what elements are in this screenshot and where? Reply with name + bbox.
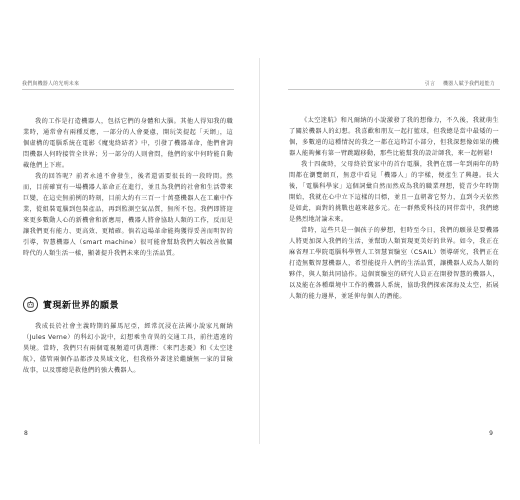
robot-head-icon: [23, 297, 38, 312]
running-header-title: 機器人賦予我們超能力: [442, 81, 495, 87]
body-text-bottom: [23, 321, 233, 376]
running-header: 我們與機器人的光明未來: [22, 81, 80, 87]
section-title: 實現新世界的願景: [43, 301, 120, 311]
page-number: 9: [489, 430, 493, 437]
paragraph: 我的回答呢？前者永遠不會發生，後者還需要很長的一段時間。然而，目前確實有一場機器人革命正在進行，並且為我們的社會和生活帶來巨變，在這史無前例的時刻，目前大約有三百一十萬臺機器人在工廠中作業，從組裝電腦到包裝產品，再到監測空氣品質，無所不包。我們即將迎來更多數動人心的新機會和新應用，機器人將會協助人類的工作，反而是讓我們更有能力、更高效、更精確。倘若這場革命能夠獲得妥善而明智的引導，智慧機器人（smart machine）很可能會幫助我們大幅改善攸關時代的人類生活一樣，顯著提升我們未來的生活品質。: [23, 173, 233, 257]
body-text: [289, 115, 499, 302]
running-header: [425, 80, 495, 87]
header-rule: [288, 89, 500, 90]
paragraph: 我的工作是打造機器人，包括它們的身體和大腦。其他人得知我的職業時，通常會有兩種反應，一部分的人會憂慮，開玩笑提起「天網」，這個虛構的電腦系統在電影《魔鬼終結者》中，引發了機器革命，他們會詢問機器人何時接管全世界；另一部分的人則會問，他們的家中何時能自動載他們上下班。: [23, 118, 233, 169]
paragraph: 我成長於社會主義時期的羅馬尼亞，經常沉浸在法國小說家凡爾納（Jules Verne）的科幻小說中，幻想乘坐奇異的交通工具，前往遙遠的異境。當時，我們只有兩個電視頻道可供選擇：《來門悲憂》和《太空迷航》，儘管兩個作品都涉及異域文化，但我格外著迷於繼續無一家的冒險故事，以及那總是救他們的強大機器人。: [23, 323, 233, 374]
left-page: [12, 61, 241, 441]
body-text-top: [23, 116, 233, 259]
paragraph: 《太空迷航》和凡爾納的小說激發了我的想像力，不久後，我就萌生了關於機器人的幻想。我喜歡和朋友一起打籃球，但我總是當中最矮的一個，多數遠的這種情況的我之一都在這時訂小部分，但我深想像如果的機器人能夠擁有第一臂跳躍移動，那些比能幫我的設計師我，來一起輕鬆!: [289, 117, 499, 157]
paragraph: 我十四歲時，父母終於買家中的首台電腦，我們在那一年到兩年的時間都在瀏覽網頁，無意中看見「機器人」的字樣，便產生了興趣。長大後，「電腦科學家」這個詞彙自然而然成為我的職業理想，從青少年時期開始，我就在心中立下這樣的目標，並且一直朝著它努力，直到今天依然是如此，面對的挑戰也越來越多元。在一群熱愛科技的同伴當中，我們總是熱烈地討論未來。: [289, 161, 499, 223]
paragraph: 當時，這些只是一個孩子的夢想，但時至今日，我們的願景是要機器人將更加深入我們的生活，並幫助人類實現更美好的世界。如今，我正在麻省理工學院電腦科學暨人工智慧實驗室（CSAIL）領導研究，我們正在打造無數智慧機器人，希望能提升人們的生活品質，讓機器人成為人類的夥伴，與人類共同協作。這個實驗室的研究人員正在開發智慧的機器人，以及能在各種環境中工作的機器人系統，協助我們探索深海及太空，拓展人類的能力邊界，並延伸每個人的潛能。: [289, 227, 499, 300]
section-heading: [23, 297, 119, 312]
gutter-divider: [259, 58, 260, 444]
running-header-chapter: 引言: [424, 81, 436, 87]
header-rule: [22, 89, 234, 90]
right-page: [278, 61, 507, 441]
page-number: 8: [24, 430, 28, 437]
